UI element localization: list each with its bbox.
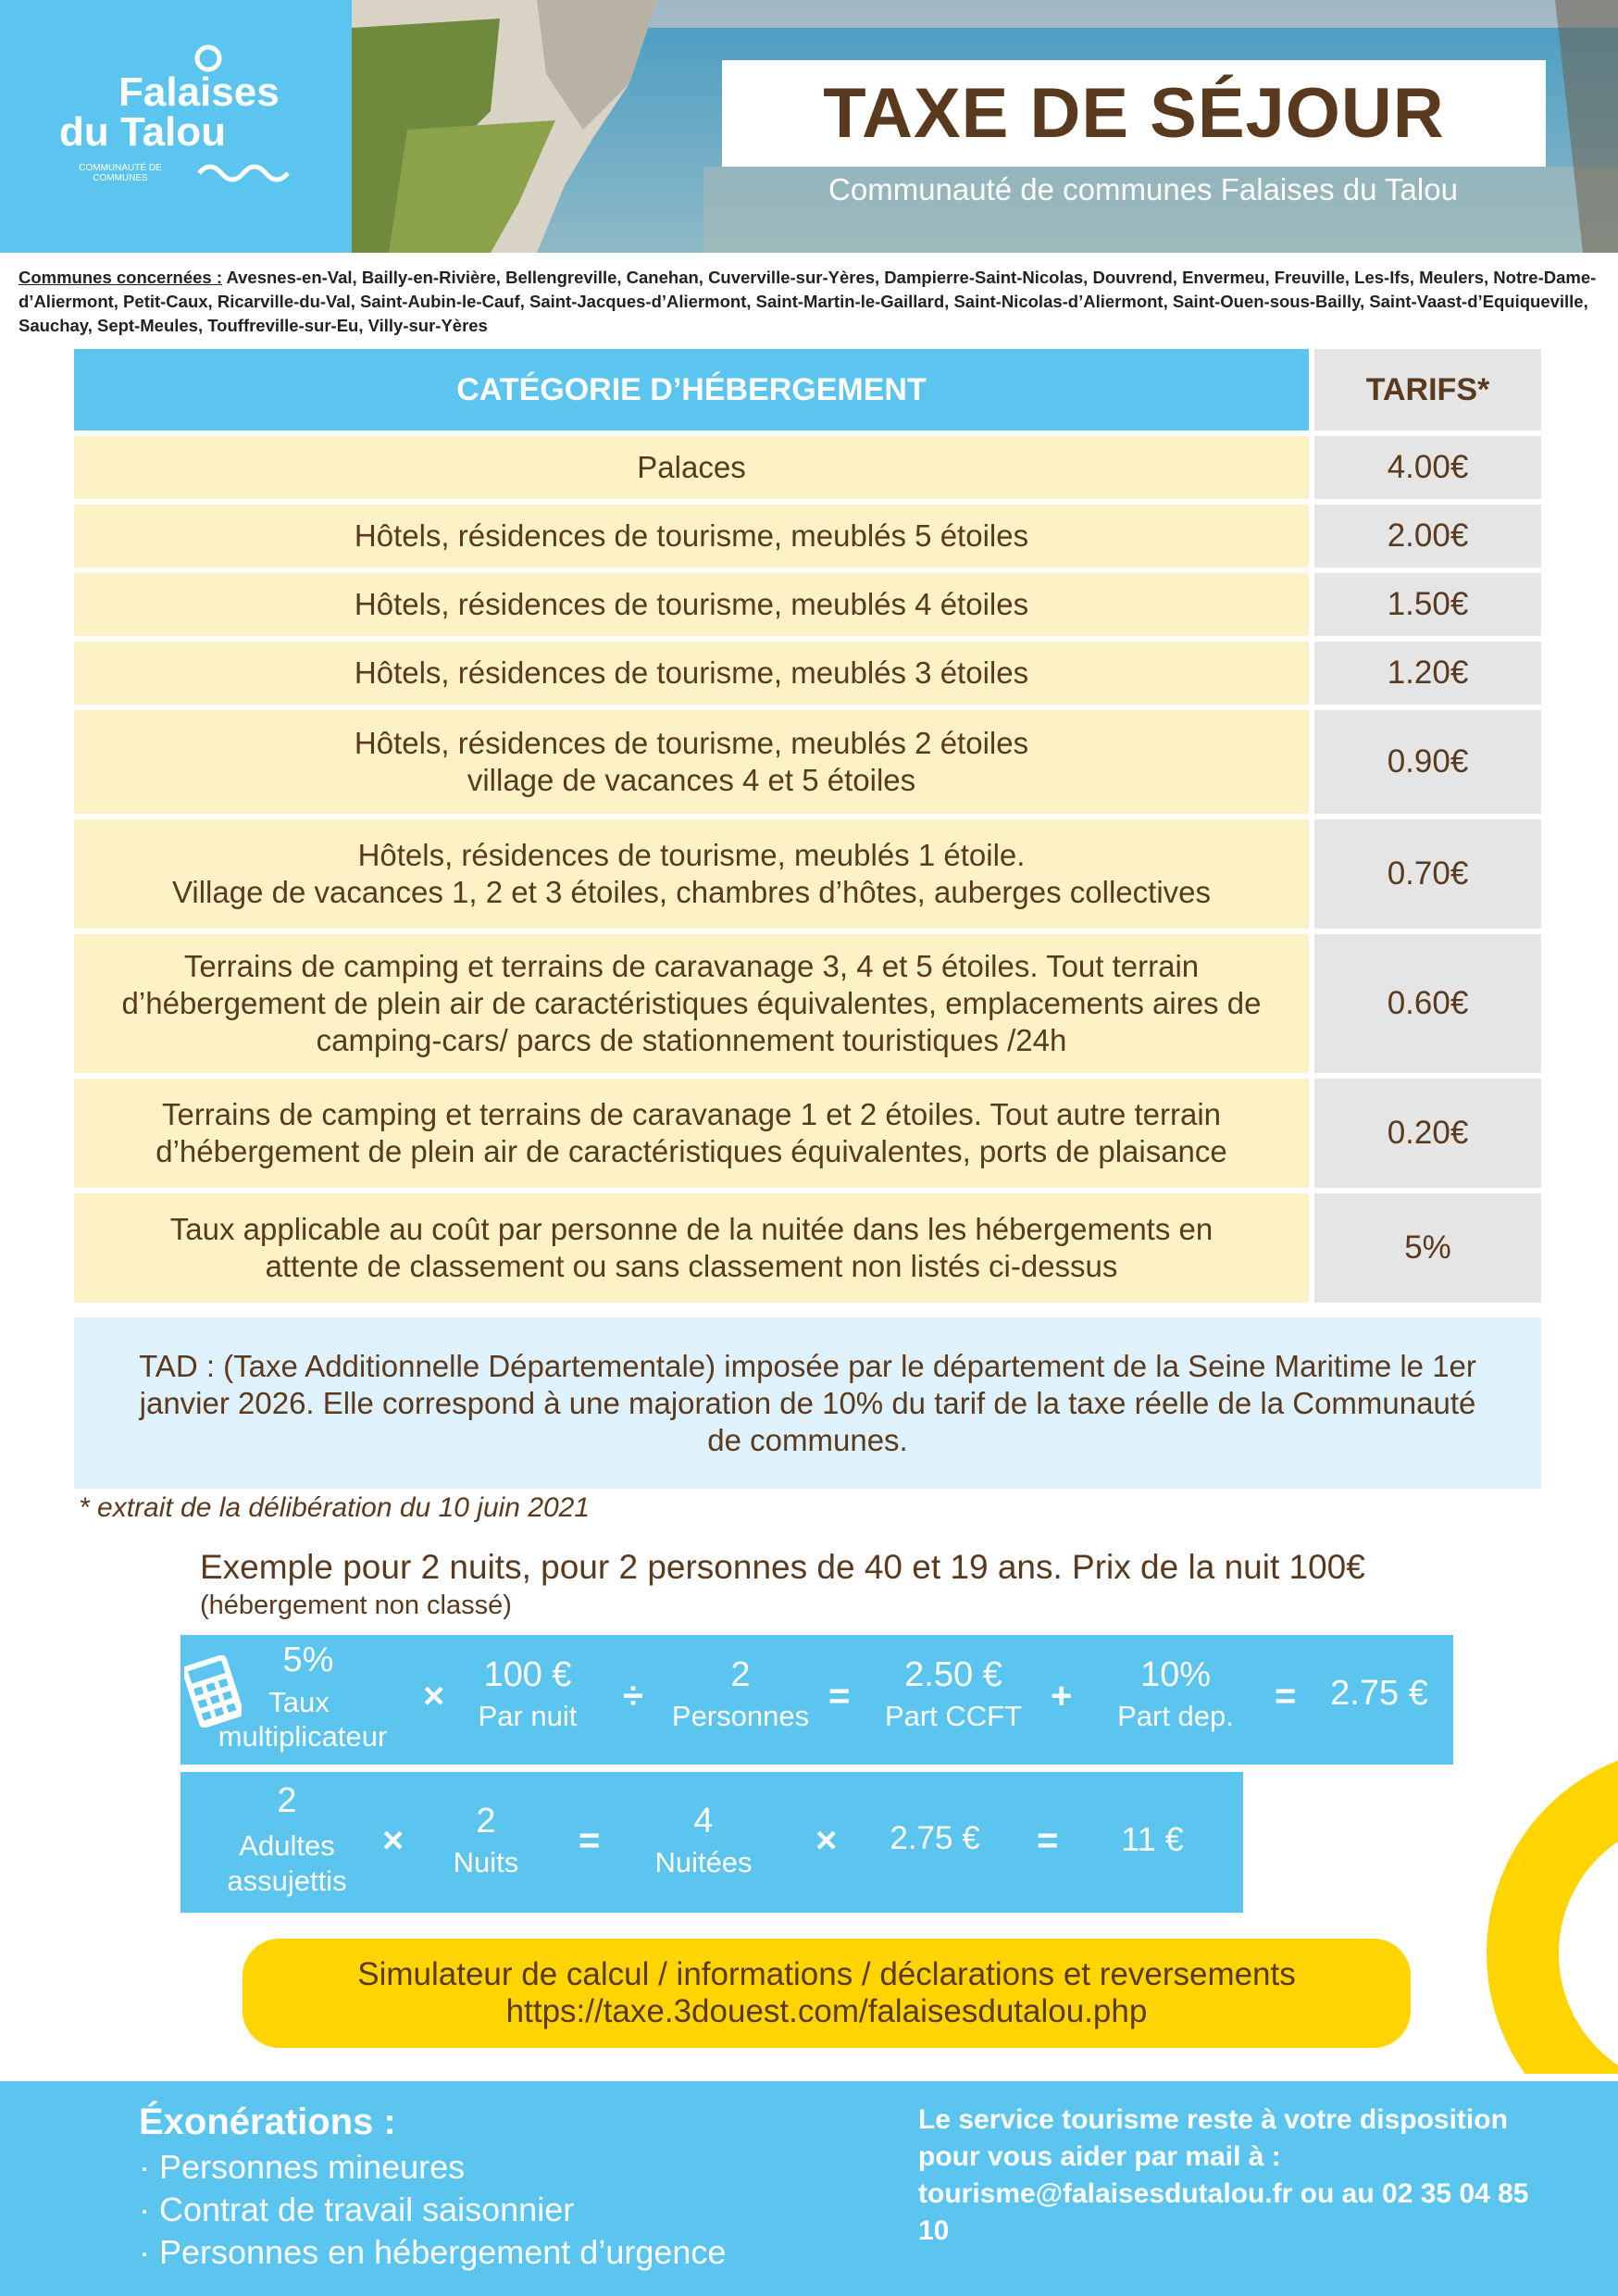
communes-names: Avesnes-en-Val, Bailly-en-Rivière, Bellengreville, Canehan, Cuverville-sur-Yères, Dampierre-Saint-Nicolas, Douvrend, Envermeu, Freuville, Les-Ifs, Meulers, Notre-Dame-d’Aliermont, Petit-Caux, Ricarville-du-Val, Saint-Aubin-le-Cauf, Saint-Jacques-d’Aliermont, Saint-Martin-le-Gaillard, Saint-Nicolas-d’Aliermont, Saint-Ouen-sous-Bailly, Saint-Vaast-d’Equiqueville, Sauchay, Sept-Meules, Touffreville-sur-Eu, Villy-sur-Yères bbox=[19, 268, 1597, 335]
rate-value: 5% bbox=[282, 1641, 334, 1679]
row-category: Terrains de camping et terrains de caravanage 3, 4 et 5 étoiles. Tout terrain d’hébergement de plein air de caractéristiques équivalentes, emplacements aires de camping-cars/ parcs de stationnement touristiques /24h bbox=[74, 934, 1309, 1073]
row-price: 1.20€ bbox=[1314, 642, 1541, 705]
row-category: Hôtels, résidences de tourisme, meublés 5 étoiles bbox=[74, 505, 1309, 568]
calc-row-2 bbox=[180, 1772, 1243, 1913]
table-header bbox=[74, 349, 1541, 430]
tad-text: TAD : (Taxe Additionnelle Départementale) imposée par le département de la Seine Maritime le 1er janvier 2026. Elle correspond à une majoration de 10% du tarif de la taxe réelle de la Communauté de communes. bbox=[139, 1348, 1476, 1457]
row-price: 2.00€ bbox=[1314, 505, 1541, 568]
dep-label: Part dep. bbox=[1117, 1700, 1234, 1732]
example-title: Exemple pour 2 nuits, pour 2 personnes de 40 et 19 ans. Prix de la nuit 100€ bbox=[200, 1548, 1365, 1586]
footnote: * extrait de la délibération du 10 juin 2021 bbox=[79, 1492, 591, 1523]
header-price: TARIFS* bbox=[1314, 349, 1541, 430]
row-price: 0.90€ bbox=[1314, 710, 1541, 814]
adults-label-2: assujettis bbox=[227, 1865, 347, 1897]
row-price: 1.50€ bbox=[1314, 573, 1541, 636]
logo-text-line1: Falaises bbox=[118, 69, 280, 115]
adults-value: 2 bbox=[277, 1781, 297, 1820]
row-category: Hôtels, résidences de tourisme, meublés 3 étoiles bbox=[74, 642, 1309, 705]
calculator-icon bbox=[184, 1655, 242, 1728]
row-price: 4.00€ bbox=[1314, 436, 1541, 499]
wave-icon bbox=[199, 167, 288, 180]
table-row bbox=[74, 819, 1541, 929]
adults-label: Adultes bbox=[239, 1829, 335, 1862]
nuitees-value: 4 bbox=[693, 1802, 714, 1841]
row-category: Hôtels, résidences de tourisme, meublés 1 étoile. Village de vacances 1, 2 et 3 étoiles, chambres d’hôtes, auberges collectives bbox=[74, 819, 1309, 929]
table-row bbox=[74, 710, 1541, 814]
row-price: 0.20€ bbox=[1314, 1079, 1541, 1188]
operator-equals-2: = bbox=[1275, 1676, 1297, 1716]
page-subtitle: Communauté de communes Falaises du Talou bbox=[828, 172, 1458, 206]
table-row bbox=[74, 1193, 1541, 1303]
page-title: TAXE DE SÉJOUR bbox=[823, 74, 1445, 153]
table-row bbox=[74, 505, 1541, 568]
exoneration-item: · Personnes en hébergement d’urgence bbox=[139, 2233, 727, 2271]
header-category: CATÉGORIE D’HÉBERGEMENT bbox=[74, 349, 1309, 430]
nuitees-label: Nuitées bbox=[654, 1846, 753, 1878]
logo-text-line2: du Talou bbox=[59, 109, 227, 155]
row-category: Taux applicable au coût par personne de la nuitée dans les hébergements en attente de classement ou sans classement non listés ci-dessus bbox=[74, 1193, 1309, 1303]
communes-label: Communes concernées : bbox=[19, 268, 223, 287]
ccft-value: 2.50 € bbox=[904, 1655, 1002, 1694]
row-category: Palaces bbox=[74, 436, 1309, 499]
calc1-result: 2.75 € bbox=[1330, 1674, 1428, 1713]
simulator-link[interactable]: https://taxe.3douest.com/falaisesdutalou.php bbox=[505, 1993, 1148, 2029]
ccft-label: Part CCFT bbox=[884, 1700, 1023, 1732]
operator-plus: + bbox=[1051, 1676, 1073, 1716]
persons-label: Personnes bbox=[671, 1700, 810, 1732]
operator-multiply-2: × bbox=[815, 1820, 838, 1861]
table-row bbox=[74, 1079, 1541, 1188]
unit-value: 2.75 € bbox=[890, 1820, 980, 1856]
dep-value: 10% bbox=[1139, 1655, 1212, 1694]
row-price: 5% bbox=[1314, 1193, 1541, 1303]
exoneration-item: · Personnes mineures bbox=[139, 2148, 466, 2186]
rate-label: Taux bbox=[268, 1686, 330, 1718]
operator-multiply: × bbox=[382, 1820, 404, 1861]
exoneration-item: · Contrat de travail saisonnier bbox=[139, 2190, 575, 2228]
operator-equals: = bbox=[828, 1676, 851, 1716]
simulator-text: Simulateur de calcul / informations / déclarations et reversements bbox=[357, 1956, 1296, 1992]
night-label: Par nuit bbox=[478, 1700, 578, 1732]
total-value: 11 € bbox=[1121, 1820, 1184, 1858]
table-row bbox=[74, 436, 1541, 499]
decorative-ring bbox=[1481, 1741, 1618, 2074]
communes-list bbox=[19, 266, 1606, 338]
operator-equals-2: = bbox=[1037, 1820, 1059, 1861]
table-row bbox=[74, 642, 1541, 705]
table-row bbox=[74, 934, 1541, 1073]
nights-value: 2 bbox=[476, 1802, 496, 1841]
row-category: Hôtels, résidences de tourisme, meublés 2 étoiles village de vacances 4 et 5 étoiles bbox=[74, 710, 1309, 814]
rate-label-2: multiplicateur bbox=[218, 1720, 388, 1753]
calc-row-1 bbox=[180, 1635, 1453, 1765]
operator-equals: = bbox=[579, 1820, 601, 1861]
contact-text: Le service tourisme reste à votre disposition pour vous aider par mail à : tourisme@falaisesdutalou.fr ou au 02 35 04 85 10 bbox=[918, 2104, 1529, 2246]
title-box bbox=[722, 60, 1546, 167]
nights-label: Nuits bbox=[453, 1846, 519, 1878]
operator-divide: ÷ bbox=[623, 1676, 643, 1716]
tad-box bbox=[74, 1317, 1541, 1489]
row-category: Hôtels, résidences de tourisme, meublés 4 étoiles bbox=[74, 573, 1309, 636]
night-value: 100 € bbox=[483, 1655, 572, 1694]
simulator-box[interactable] bbox=[243, 1939, 1411, 2048]
example-subtitle: (hébergement non classé) bbox=[200, 1591, 512, 1620]
operator-multiply: × bbox=[423, 1676, 445, 1716]
row-category: Terrains de camping et terrains de caravanage 1 et 2 étoiles. Tout autre terrain d’hébergement de plein air de caractéristiques équivalentes, ports de plaisance bbox=[74, 1079, 1309, 1188]
row-price: 0.70€ bbox=[1314, 819, 1541, 929]
persons-value: 2 bbox=[730, 1655, 751, 1694]
row-price: 0.60€ bbox=[1314, 934, 1541, 1073]
table-row bbox=[74, 573, 1541, 636]
logo-caption: COMMUNAUTÉ DE COMMUNES bbox=[79, 163, 162, 183]
exonerations-title: Éxonérations : bbox=[139, 2102, 396, 2142]
